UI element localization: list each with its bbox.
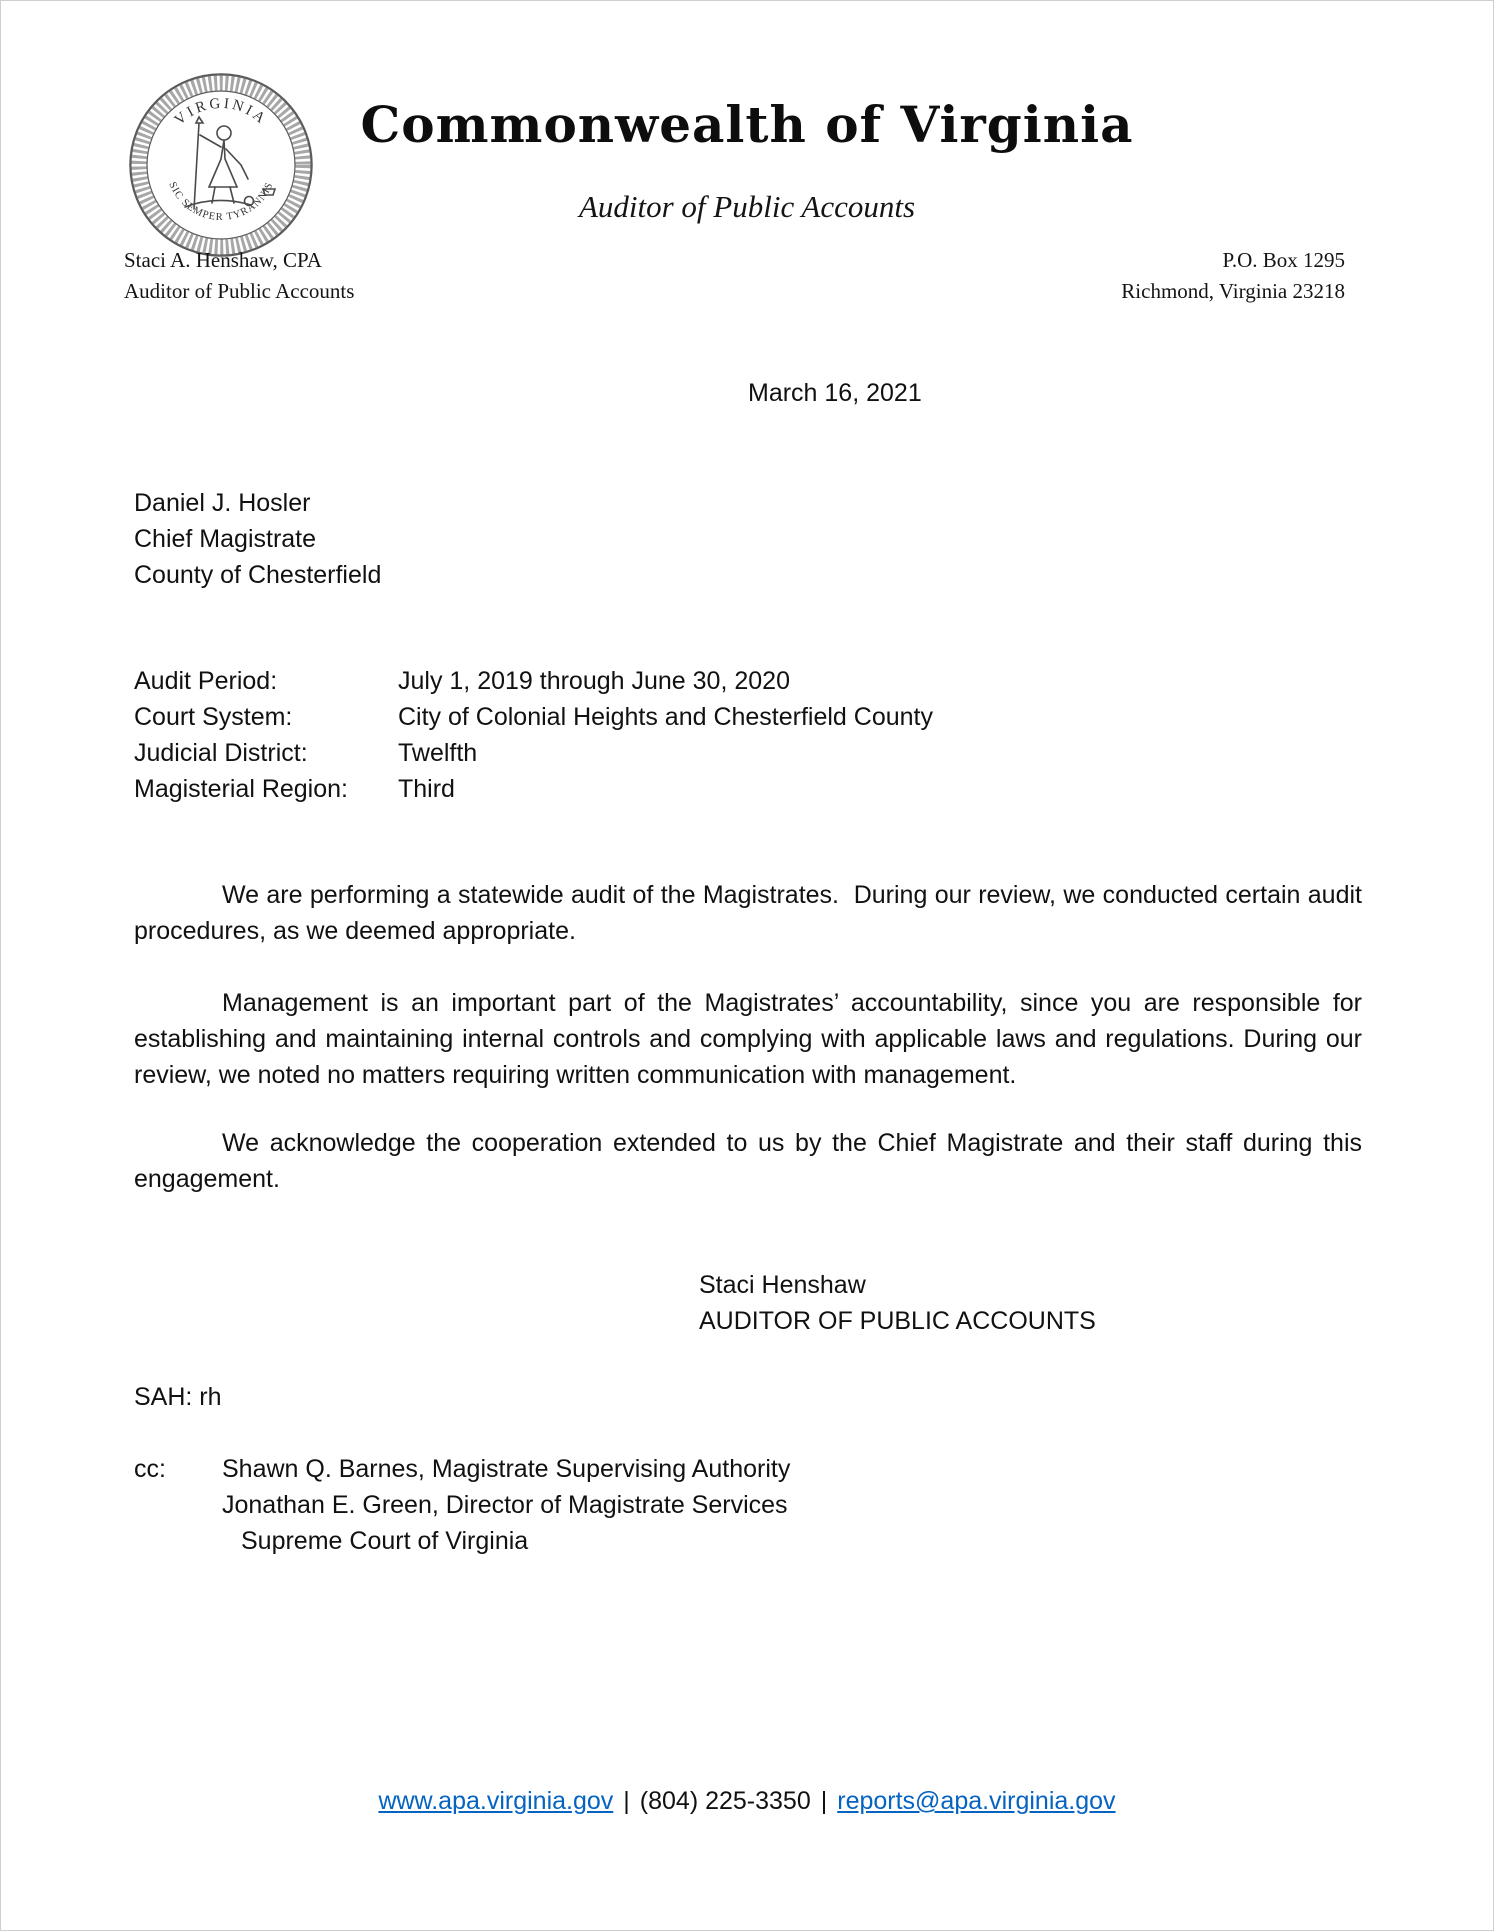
signature-name: Staci Henshaw bbox=[699, 1271, 866, 1299]
cc-line: Jonathan E. Green, Director of Magistrate Services bbox=[222, 1491, 788, 1519]
reference-initials: SAH: rh bbox=[134, 1383, 222, 1411]
signature-title: AUDITOR OF PUBLIC ACCOUNTS bbox=[699, 1307, 1096, 1335]
footer-separator: | bbox=[623, 1787, 630, 1815]
audit-info-row bbox=[134, 735, 933, 771]
recipient-locality: County of Chesterfield bbox=[134, 561, 382, 589]
return-address-block bbox=[1121, 245, 1345, 307]
magisterial-region-value: Third bbox=[398, 775, 455, 803]
cc-label: cc: bbox=[134, 1455, 166, 1483]
email-link[interactable]: reports@apa.virginia.gov bbox=[837, 1787, 1116, 1815]
footer-contact-line bbox=[1, 1783, 1493, 1819]
audit-info-row bbox=[134, 771, 933, 807]
seal-top-text: VIRGINIA bbox=[171, 95, 271, 129]
audit-period-value: July 1, 2019 through June 30, 2020 bbox=[398, 667, 790, 695]
phone-number: (804) 225-3350 bbox=[639, 1787, 811, 1815]
recipient-block bbox=[134, 485, 381, 593]
audit-period-label: Audit Period: bbox=[134, 667, 278, 695]
officer-title: Auditor of Public Accounts bbox=[124, 279, 355, 303]
officer-block bbox=[124, 245, 354, 307]
paragraph-management-responsibility: Management is an important part of the Magistrates’ accountability, since you are responsible for establishing and maintaining internal controls and complying with applicable laws and regulations. During our review, we noted no matters requiring written communication with management. bbox=[134, 989, 1369, 1089]
judicial-district-label: Judicial District: bbox=[134, 739, 308, 767]
seal-bottom-text: SIC SEMPER TYRANNIS bbox=[166, 180, 276, 224]
city-state-zip-line: Richmond, Virginia 23218 bbox=[1121, 279, 1345, 303]
audit-info-row bbox=[134, 699, 933, 735]
cc-line: Shawn Q. Barnes, Magistrate Supervising Authority bbox=[222, 1455, 791, 1483]
audit-info-table bbox=[134, 663, 933, 807]
recipient-name: Daniel J. Hosler bbox=[134, 489, 311, 517]
website-link[interactable]: www.apa.virginia.gov bbox=[378, 1787, 614, 1815]
judicial-district-value: Twelfth bbox=[398, 739, 478, 767]
officer-name: Staci A. Henshaw, CPA bbox=[124, 248, 322, 272]
audit-info-row bbox=[134, 663, 933, 699]
cc-line: Supreme Court of Virginia bbox=[241, 1527, 529, 1555]
paragraph-acknowledgement: We acknowledge the cooperation extended to us by the Chief Magistrate and their staff during this engagement. bbox=[134, 1129, 1369, 1193]
letterhead-subtitle: Auditor of Public Accounts bbox=[578, 189, 916, 224]
magisterial-region-label: Magisterial Region: bbox=[134, 775, 348, 803]
letterhead-title: Commonwealth of Virginia bbox=[360, 95, 1134, 154]
cc-names bbox=[222, 1451, 790, 1559]
po-box-line: P.O. Box 1295 bbox=[1222, 248, 1345, 272]
court-system-value: City of Colonial Heights and Chesterfield County bbox=[398, 703, 933, 731]
court-system-label: Court System: bbox=[134, 703, 293, 731]
footer-separator: | bbox=[820, 1787, 828, 1815]
letter-date: March 16, 2021 bbox=[748, 379, 922, 407]
signature-block bbox=[699, 1267, 1096, 1339]
paragraph-statewide-audit: We are performing a statewide audit of the Magistrates. During our review, we conducted certain audit procedures, as we deemed appropriate. bbox=[134, 881, 1369, 945]
cc-block bbox=[134, 1451, 790, 1559]
recipient-title: Chief Magistrate bbox=[134, 525, 317, 553]
